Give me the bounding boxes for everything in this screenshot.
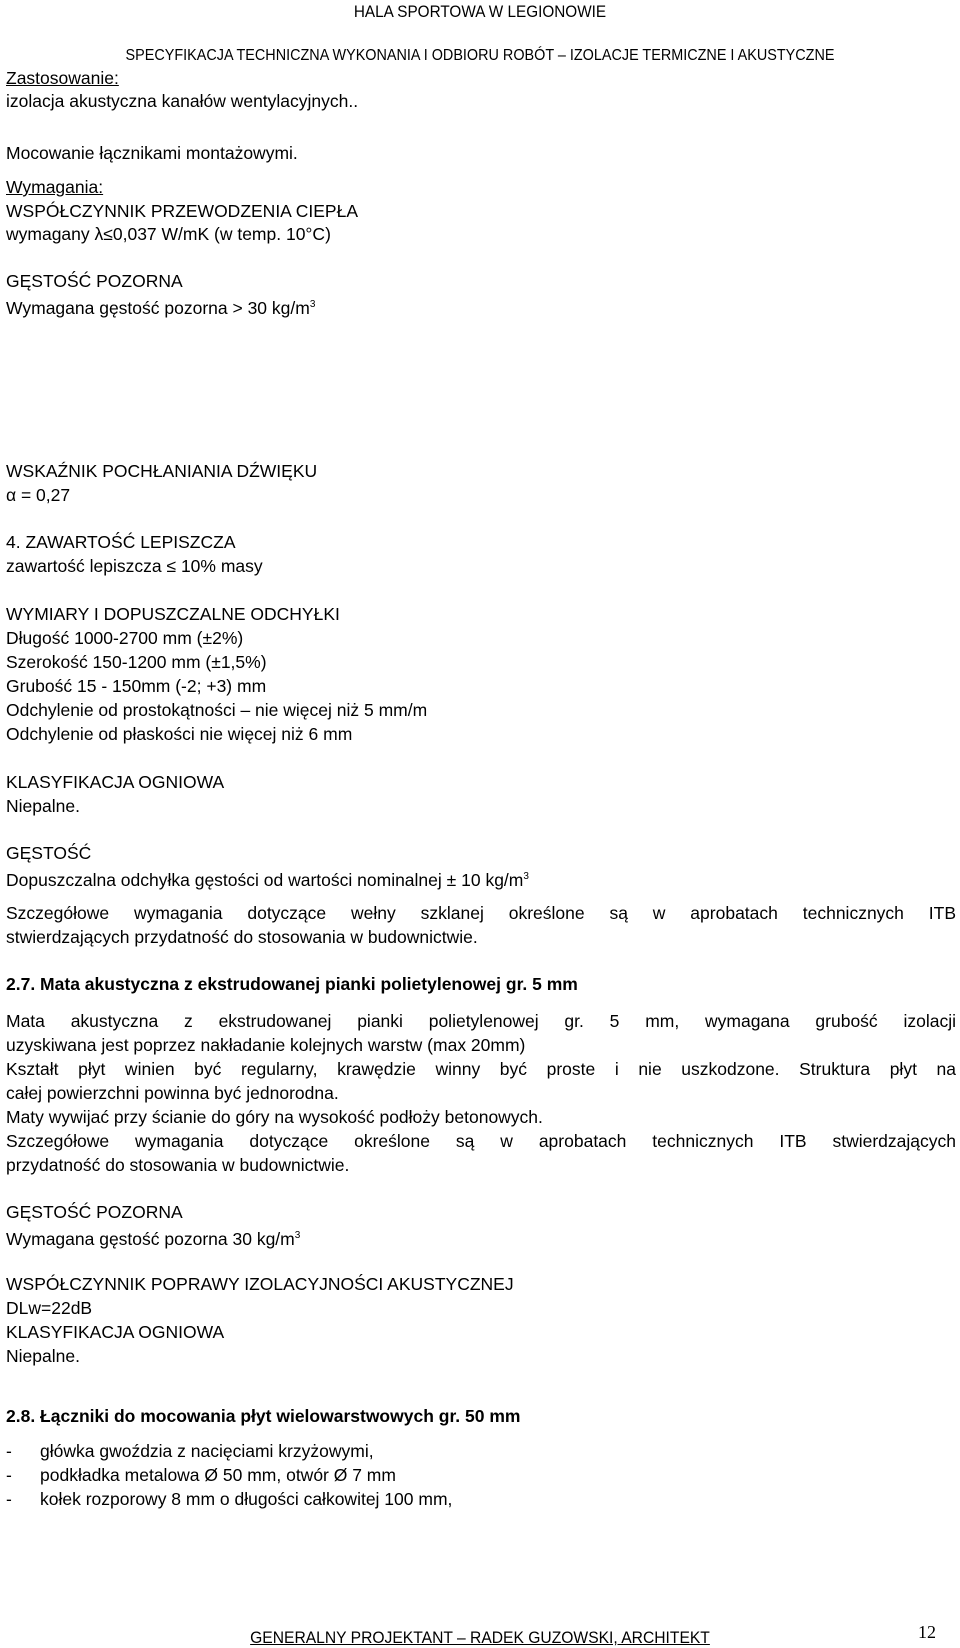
heading-gestosc-pozorna: GĘSTOŚĆ POZORNA: [6, 271, 183, 291]
text-odchylenie-plaskosci: Odchylenie od płaskości nie więcej niż 6 mm: [6, 724, 353, 744]
heading-gestosc-pozorna-2: GĘSTOŚĆ POZORNA: [6, 1202, 183, 1222]
heading-klasyfikacja-2: KLASYFIKACJA OGNIOWA: [6, 1322, 225, 1342]
text-zawartosc: zawartość lepiszcza ≤ 10% masy: [6, 556, 263, 576]
text-lambda: wymagany λ≤0,037 W/mK (w temp. 10°C): [6, 224, 331, 244]
label-zastosowanie: Zastosowanie:: [6, 68, 119, 88]
list-item: - główka gwoździa z nacięciami krzyżowymi,: [6, 1441, 374, 1461]
section-title-2-8: 2.8. Łączniki do mocowania płyt wielowarstwowych gr. 50 mm: [6, 1406, 521, 1426]
section-title-2-7: 2.7. Mata akustyczna z ekstrudowanej pianki polietylenowej gr. 5 mm: [6, 974, 578, 994]
text-dlw: DLw=22dB: [6, 1298, 93, 1318]
text-odchylka-gestosci: Dopuszczalna odchyłka gęstości od wartości nominalnej ± 10 $kg/m^3$: [6, 869, 529, 890]
footer-author: GENERALNY PROJEKTANT – RADEK GUZOWSKI, ARCHITEKT: [250, 1628, 710, 1647]
page-number: 12: [918, 1622, 936, 1642]
text-grubosc: Grubość 15 - 150mm (-2; +3) mm: [6, 676, 267, 696]
heading-zawartosc: 4. ZAWARTOŚĆ LEPISZCZA: [6, 532, 236, 552]
label-wymagania: Wymagania:: [6, 177, 104, 197]
list-item: - podkładka metalowa Ø 50 mm, otwór Ø 7 mm: [6, 1465, 396, 1485]
text-ksztalt-1: Kształt płyt winien być regularny, krawędzie winny być proste i nie uszkodzone. Struktura płyt na: [6, 1059, 956, 1079]
text-gestosc-pozorna: Wymagana gęstość pozorna > 30 $kg/m^3$: [6, 297, 316, 318]
header-title: HALA SPORTOWA W LEGIONOWIE: [353, 2, 607, 21]
list-item: - kołek rozporowy 8 mm o długości całkowitej 100 mm,: [6, 1489, 453, 1509]
text-alpha: α = 0,27: [6, 485, 71, 505]
text-mata-1: Mata akustyczna z ekstrudowanej pianki polietylenowej gr. 5 mm, wymagana grubość izolacji: [6, 1011, 956, 1031]
heading-klasyfikacja: KLASYFIKACJA OGNIOWA: [6, 772, 225, 792]
text-dlugosc: Długość 1000-2700 mm (±2%): [6, 628, 244, 648]
text-maty-wywijac: Maty wywijać przy ścianie do góry na wysokość podłoży betonowych.: [6, 1107, 543, 1127]
text-odchylenie-prostokatnosci: Odchylenie od prostokątności – nie więcej niż 5 mm/m: [6, 700, 428, 720]
text-ksztalt-2: całej powierzchni powinna być jednorodna.: [6, 1083, 339, 1103]
text-niepalne: Niepalne.: [6, 796, 80, 816]
text-mata-2: uzyskiwana jest poprzez nakładanie kolejnych warstw (max 20mm): [6, 1035, 526, 1055]
text-szczegolowe-mata-2: przydatność do stosowania w budownictwie.: [6, 1155, 350, 1175]
heading-gestosc: GĘSTOŚĆ: [6, 843, 92, 863]
heading-wskaznik: WSKAŹNIK POCHŁANIANIA DŹWIĘKU: [6, 461, 318, 481]
heading-wspolczynnik: WSPÓŁCZYNNIK PRZEWODZENIA CIEPŁA: [6, 201, 358, 221]
text-szczegolowe-mata-1: Szczegółowe wymagania dotyczące określone są w aprobatach technicznych ITB stwierdzających: [6, 1131, 956, 1151]
text-gestosc-pozorna-2: Wymagana gęstość pozorna 30 $kg/m^3$: [6, 1228, 301, 1249]
text-mocowanie: Mocowanie łącznikami montażowymi.: [6, 143, 298, 163]
text-szczegolowe-welna-1: Szczegółowe wymagania dotyczące wełny szklanej określone są w aprobatach technicznych ITB: [6, 903, 956, 923]
text-szczegolowe-welna-2: stwierdzających przydatność do stosowania w budownictwie.: [6, 927, 478, 947]
header-subtitle: SPECYFIKACJA TECHNICZNA WYKONANIA I ODBIORU ROBÓT – IZOLACJE TERMICZNE I AKUSTYCZNE: [125, 47, 835, 64]
text-niepalne-2: Niepalne.: [6, 1346, 80, 1366]
text-szerokosc: Szerokość 150-1200 mm (±1,5%): [6, 652, 267, 672]
heading-wsp-poprawy: WSPÓŁCZYNNIK POPRAWY IZOLACYJNOŚCI AKUSTYCZNEJ: [6, 1274, 514, 1294]
text-izolacja: izolacja akustyczna kanałów wentylacyjnych..: [6, 91, 359, 111]
heading-wymiary: WYMIARY I DOPUSZCZALNE ODCHYŁKI: [6, 604, 340, 624]
